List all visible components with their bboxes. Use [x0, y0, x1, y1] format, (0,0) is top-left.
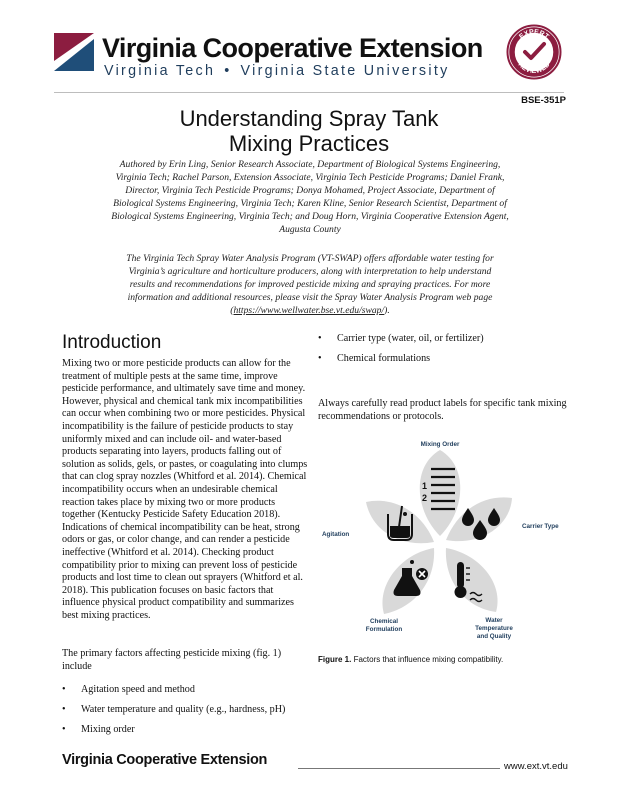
header-divider	[54, 92, 564, 93]
list-item: • Water temperature and quality (e.g., hardness, pH)	[81, 704, 285, 715]
seal-bottom-text: REVIEWED	[516, 61, 552, 76]
footer-divider	[298, 768, 500, 769]
footer-brand: Virginia Cooperative Extension	[62, 752, 268, 768]
label-water: Water	[485, 617, 503, 624]
list-item: • Carrier type (water, oil, or fertilizer)	[337, 333, 484, 344]
document-title	[0, 106, 618, 156]
program-summary	[116, 252, 504, 317]
label-chemical: Chemical	[370, 618, 398, 625]
expert-reviewed-seal-icon	[506, 24, 562, 80]
list-item: • Chemical formulations	[337, 353, 430, 364]
brand-virginia-tech: Virginia Tech	[104, 63, 216, 79]
summary-text: The Virginia Tech Spray Water Analysis Program (VT-SWAP) offers affordable water testing for Virginia’s agriculture and horticulture producers, along with interpretation to help understand results and recommendations for improved pesticide mixing and spraying practices. For more information and additional resources, please visit the Spray Water Analysis Program web page (	[126, 253, 494, 317]
label-carrier-type: Carrier Type	[522, 523, 559, 530]
seal-top-text: EXPERT	[518, 28, 550, 41]
label-agitation: Agitation	[322, 531, 350, 538]
caption-text: Factors that influence mixing compatibility.	[353, 655, 504, 664]
brand-title: Virginia Cooperative Extension	[102, 33, 483, 63]
label-temperature: Temperature	[475, 625, 513, 632]
label-mixing-order: Mixing Order	[420, 441, 460, 448]
list-digit-2: 2	[422, 493, 428, 503]
authors-block: Authored by Erin Ling, Senior Research Associate, Department of Biological Systems Engineering, Virginia Tech; Rachel Parson, Extension Associate, Virginia Tech Pesticide Programs; Daniel Frank, Director, Virginia Tech Pesticide Programs; Donya Mohamed, Project Associate, Department of Biological Systems Engineering, Virginia Tech; Karen Kline, Senior Research Scientist, Department of Biological Systems Engineering, Virginia Tech; and Doug Horn, Virginia Cooperative Extension Agent, Augusta County	[111, 159, 509, 236]
introduction-paragraph: Mixing two or more pesticide products can allow for the treatment of multiple pests at the same time, improve pesticide performance, and ultimately save time and money. However, physical and chemical tank mix incompatibilities can occur when combining two or more pesticides. Physical incompatibility is the failure of pesticide products to stay uniformly mixed and can include oil- and water-based products separating into layers, products falling out of solution as solids, gels, or pastes, or coagulating into clumps that can clog spray nozzles (Whitford et al. 2014). Chemical incompatibility occurs when an undesirable chemical reaction takes place by mixing two or more products together (Kentucky Pesticide Safety Education 2018). Indications of chemical incompatibility can be heat, strong odors or gas, or color change, and can render a pesticide ineffective (Whitford et al. 2014). Checking product compatibility prior to mixing can prevent loss of pesticide products and lost time to clean out sprayers (Whitford et al. 2018). This publication focuses on basic factors that influence physical product compatibility and summarizes best mixing practices.	[62, 358, 308, 621]
vce-logo-mark-icon	[54, 33, 94, 71]
title-line-1: Understanding Spray Tank	[179, 106, 439, 131]
swap-link[interactable]: https://www.wellwater.bse.vt.edu/swap/	[233, 305, 385, 317]
brand-dot: •	[224, 63, 232, 79]
list-item: • Mixing order	[81, 724, 135, 735]
brand-virginia-state: Virginia State University	[240, 63, 450, 79]
footer-url-link[interactable]: www.ext.vt.edu	[504, 761, 568, 772]
list-digit-1: 1	[422, 481, 428, 491]
label-formulation: Formulation	[365, 626, 403, 633]
caption-label: Figure 1.	[318, 655, 352, 664]
factors-intro: The primary factors affecting pesticide mixing (fig. 1) include	[62, 648, 282, 672]
list-item: • Agitation speed and method	[81, 684, 195, 695]
label-note: Always carefully read product labels for specific tank mixing recommendations or protocols.	[318, 398, 567, 422]
label-and-quality: and Quality	[476, 633, 512, 640]
figure-caption	[318, 655, 564, 664]
publication-code: BSE-351P	[521, 95, 566, 106]
brand-subtitle	[104, 63, 450, 79]
mixing-factors-figure	[318, 436, 564, 654]
title-line-2: Mixing Practices	[228, 131, 390, 156]
introduction-heading: Introduction	[62, 332, 162, 353]
summary-end: ).	[384, 305, 390, 317]
